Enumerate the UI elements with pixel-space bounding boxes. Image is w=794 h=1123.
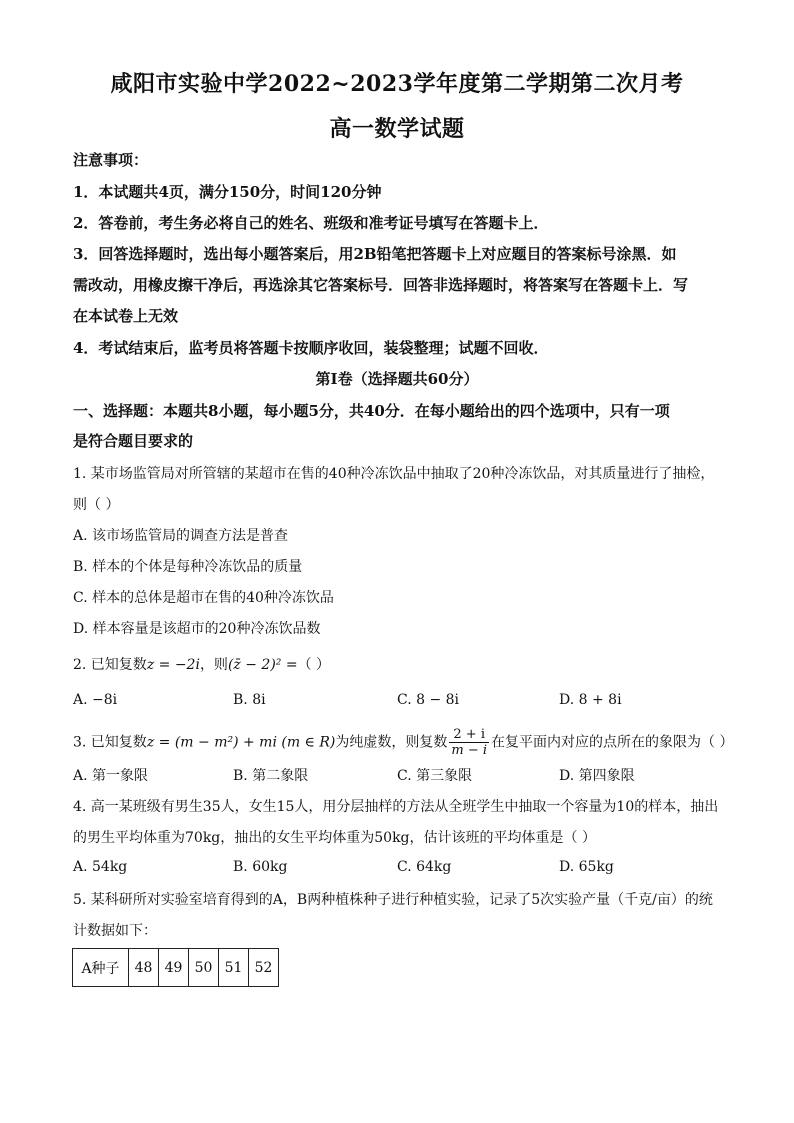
table-row (73, 949, 279, 987)
question-1-option: D. 样本容量是该超市的20种冷冻饮品数 (73, 621, 321, 637)
question-3-option-a: A. 第一象限 (73, 768, 149, 784)
table-cell: 50 (189, 949, 219, 987)
question-4-options (73, 859, 725, 879)
question-3-option-b: B. 第二象限 (233, 768, 309, 784)
notice-heading: 注意事项： (73, 151, 149, 169)
section-heading: 是符合题目要求的 (73, 432, 194, 450)
question-2-stem (73, 655, 725, 675)
question-3-z: z = (m − m²) + mi (m ∈ R) (146, 734, 336, 751)
question-3-suffix: 在复平面内对应的点所在的象限为（ ） (491, 734, 734, 751)
seed-data-table (72, 948, 279, 987)
table-cell: 48 (129, 949, 159, 987)
question-3-prefix: 3. 已知复数 (73, 734, 147, 751)
fraction-denominator: m − i (451, 743, 488, 758)
section-heading: 一、选择题：本题共8小题，每小题5分，共40分．在每小题给出的四个选项中，只有一项 (73, 402, 670, 420)
question-2-options (73, 692, 725, 712)
question-4-stem: 4. 高一某班级有男生35人，女生15人，用分层抽样的方法从全班学生中抽取一个容量为10的样本，抽出 (73, 799, 719, 815)
notice-item: 在本试卷上无效 (73, 307, 179, 325)
question-2-z: z = −2i (146, 657, 200, 673)
question-2-option-d: D. 8 + 8i (559, 692, 622, 708)
notice-item: 1．本试题共4页，满分150分，时间120分钟 (73, 183, 382, 201)
table-cell: 52 (249, 949, 279, 987)
question-3-mid: 为纯虚数，则复数 (335, 734, 448, 751)
question-4-option-d: D. 65kg (559, 859, 614, 875)
question-4-stem: 的男生平均体重为70kg，抽出的女生平均体重为50kg，估计该班的平均体重是（ ） (73, 830, 596, 846)
question-1-option: C. 样本的总体是超市在售的40种冷冻饮品 (73, 590, 334, 606)
question-2-option-c: C. 8 − 8i (397, 692, 460, 708)
question-2-expr: (z̄ − 2)² = (227, 657, 298, 673)
question-3-option-d: D. 第四象限 (559, 768, 635, 784)
question-2-suffix: （ ） (297, 657, 331, 673)
question-3-options (73, 765, 725, 785)
question-1-option: B. 样本的个体是每种冷冻饮品的质量 (73, 559, 303, 575)
exam-subtitle: 高一数学试题 (329, 116, 465, 142)
part-heading: 第Ⅰ卷（选择题共60分） (315, 370, 479, 388)
question-2-option-a: A. −8i (73, 692, 118, 708)
fraction-numerator: 2 + i (449, 727, 489, 743)
question-1-stem: 1. 某市场监管局对所管辖的某超市在售的40种冷冻饮品中抽取了20种冷冻饮品，对其质量进行了抽检， (73, 466, 715, 482)
notice-item: 3．回答选择题时，选出每小题答案后，用2B铅笔把答题卡上对应题目的答案标号涂黑．如 (73, 245, 677, 263)
question-3-fraction (449, 727, 489, 758)
question-1-stem: 则（ ） (73, 497, 120, 513)
notice-item: 2．答卷前，考生务必将自己的姓名、班级和准考证号填写在答题卡上． (73, 214, 549, 232)
table-cell: 51 (219, 949, 249, 987)
notice-item: 4．考试结束后，监考员将答题卡按顺序收回，装袋整理；试题不回收． (73, 339, 549, 357)
question-5-stem: 计数据如下： (73, 923, 157, 939)
question-2-mid: ，则 (199, 657, 228, 673)
question-2-prefix: 2. 已知复数 (73, 657, 147, 673)
notice-item: 需改动，用橡皮擦干净后，再选涂其它答案标号．回答非选择题时，将答案写在答题卡上．写 (73, 276, 689, 294)
question-2-option-b: B. 8i (233, 692, 266, 708)
question-4-option-b: B. 60kg (233, 859, 288, 875)
question-3-stem (73, 727, 734, 758)
question-4-option-c: C. 64kg (397, 859, 452, 875)
exam-title: 咸阳市实验中学2022~2023学年度第二学期第二次月考 (110, 71, 684, 97)
question-1-option: A. 该市场监管局的调查方法是普查 (73, 528, 289, 544)
question-3-option-c: C. 第三象限 (397, 768, 473, 784)
table-cell: 49 (159, 949, 189, 987)
question-4-option-a: A. 54kg (73, 859, 128, 875)
question-5-stem: 5. 某科研所对实验室培育得到的A，B两种植株种子进行种植实验，记录了5次实验产量（千克/亩）的统 (73, 892, 713, 908)
table-header-cell: A种子 (73, 949, 129, 987)
